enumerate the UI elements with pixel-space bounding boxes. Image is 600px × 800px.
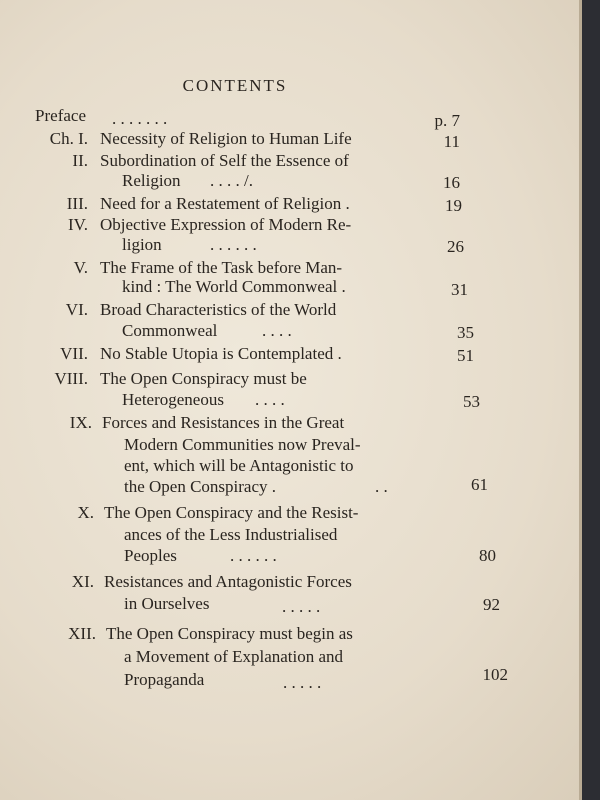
entry-page: 19 (445, 196, 462, 215)
entry-title: The Open Conspiracy must be (100, 369, 307, 388)
entry-page: 16 (443, 173, 460, 192)
entry-page: 53 (463, 392, 480, 411)
entry-number: VIII. (54, 369, 88, 388)
entry-title: No Stable Utopia is Contemplated . (100, 344, 342, 363)
entry-title: Resistances and Antagonistic Forces (104, 572, 352, 591)
entry-title: Peoples (124, 546, 177, 565)
entry-title: Necessity of Religion to Human Life (100, 129, 352, 148)
entry-number: II. (72, 151, 88, 170)
entry-number: Ch. I. (49, 129, 88, 148)
entry-title: ent, which will be Antagonistic to (124, 456, 354, 475)
entry-page: 92 (483, 595, 500, 614)
entry-title: Objective Expression of Modern Re- (100, 215, 352, 234)
entry-title: Broad Characteristics of the World (100, 300, 337, 319)
entry-title: ances of the Less Industrialised (124, 525, 338, 544)
entry-dots: . . . . . . (230, 546, 277, 565)
contents-heading: CONTENTS (182, 76, 288, 95)
book-cover-edge (582, 0, 600, 800)
entry-number: V. (73, 258, 88, 277)
entry-title: Need for a Restatement of Religion . (100, 194, 350, 213)
entry-dots: . . . . /. (210, 171, 253, 190)
entry-title: in Ourselves (124, 594, 210, 613)
entry-title: The Open Conspiracy must begin as (106, 624, 353, 643)
entry-title: kind : The World Commonweal . (122, 277, 346, 296)
entry-number: VI. (65, 300, 88, 319)
entry-number: VII. (60, 344, 88, 363)
entry-title: Commonweal (122, 321, 218, 340)
entry-dots: . . . . . (282, 597, 321, 616)
entry-title: Subordination of Self the Essence of (100, 151, 349, 170)
entry-dots: . . . . (255, 390, 285, 409)
entry-page: 35 (457, 323, 474, 342)
entry-dots: . . . . . . . (112, 109, 168, 128)
page-edge (579, 0, 582, 800)
entry-title: the Open Conspiracy . (124, 477, 277, 496)
entry-number: IV. (68, 215, 88, 234)
entry-page: 102 (482, 665, 508, 684)
entry-number: XI. (71, 572, 94, 591)
entry-title: The Open Conspiracy and the Resist- (104, 503, 359, 522)
entry-title: Modern Communities now Preval- (124, 435, 361, 454)
entry-dots: . . (375, 477, 388, 496)
entry-title: a Movement of Explanation and (124, 647, 344, 666)
entry-title: Religion (122, 171, 181, 190)
entry-title: The Frame of the Task before Man- (100, 258, 343, 277)
entry-page: 26 (447, 237, 464, 256)
entry-dots: . . . . . . (210, 235, 257, 254)
entry-page: 31 (451, 280, 468, 299)
entry-number: X. (77, 503, 94, 522)
entry-number: III. (66, 194, 88, 213)
entry-number: XII. (68, 624, 96, 643)
entry-page: 11 (443, 132, 460, 151)
entry-number: Preface (35, 106, 86, 125)
entry-page: 61 (471, 475, 488, 494)
entry-page: 80 (479, 546, 496, 565)
entry-dots: . . . . (262, 321, 292, 340)
entry-number: IX. (69, 413, 92, 432)
entry-page: p. 7 (434, 111, 460, 130)
entry-title: Heterogeneous (122, 390, 224, 409)
entry-page: 51 (457, 346, 474, 365)
entry-title: Propaganda (124, 670, 205, 689)
entry-title: ligion (122, 235, 162, 254)
entry-title: Forces and Resistances in the Great (102, 413, 345, 432)
entry-dots: . . . . . (283, 673, 322, 692)
